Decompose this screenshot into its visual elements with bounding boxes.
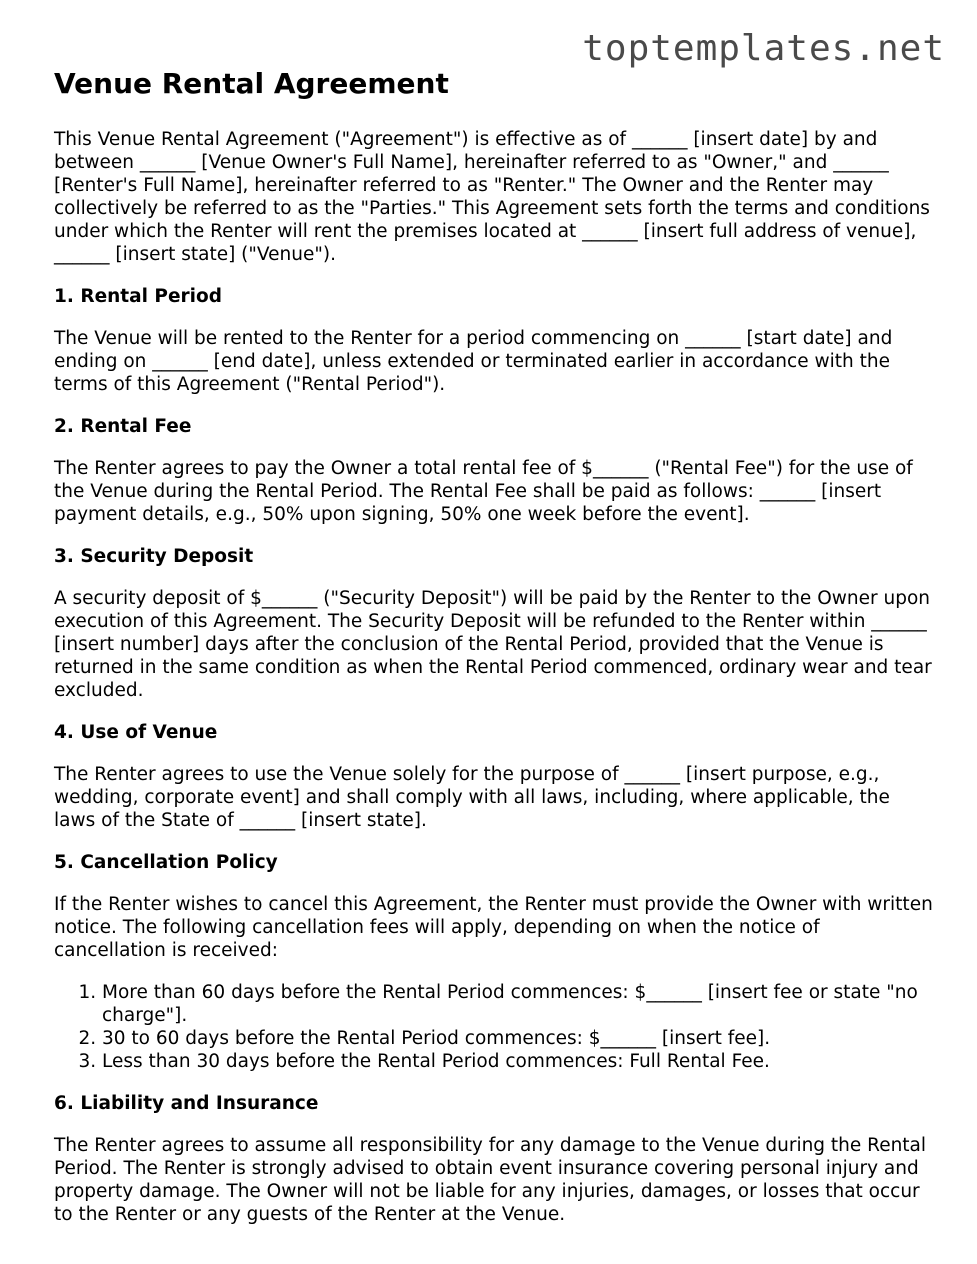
list-item: 2. 30 to 60 days before the Rental Period commences: $______ [insert fee]. — [102, 1027, 934, 1050]
site-watermark: toptemplates.net — [582, 28, 945, 69]
section-heading-cancellation-policy: 5. Cancellation Policy — [54, 852, 278, 873]
section-heading-rental-period: 1. Rental Period — [54, 286, 222, 307]
section-heading-rental-fee: 2. Rental Fee — [54, 416, 192, 437]
section-heading-liability-insurance: 6. Liability and Insurance — [54, 1093, 319, 1114]
document-title: Venue Rental Agreement — [54, 67, 449, 100]
section-heading-use-of-venue: 4. Use of Venue — [54, 722, 218, 743]
intro-paragraph: This Venue Rental Agreement ("Agreement") is effective as of ______ [insert date] by and between ______ [Venue Owner's Full Name], hereinafter referred to as "Owner," and ______ [Renter's Full Name], hereinafter referred to as "Renter." The Owner and the Renter may collectively be referred to as the "Parties." This Agreement sets forth the terms and conditions under which the Renter will rent the premises located at ______ [insert full address of venue], ______ [insert state] ("Venue"). — [54, 129, 930, 265]
section-body-rental-fee: The Renter agrees to pay the Owner a total rental fee of $______ ("Rental Fee") for the use of the Venue during the Rental Period. The Rental Fee shall be paid as follows: ______ [insert payment details, e.g., 50% upon signing, 50% one week before the event]. — [54, 458, 913, 525]
section-body-security-deposit: A security deposit of $______ ("Security Deposit") will be paid by the Renter to the Owner upon execution of this Agreement. The Security Deposit will be refunded to the Renter within ______ [insert number] days after the conclusion of the Rental Period, provided that the Venue is returned in the same condition as when the Rental Period commenced, ordinary wear and tear excluded. — [54, 588, 932, 701]
section-body-cancellation-policy: If the Renter wishes to cancel this Agreement, the Renter must provide the Owner with written notice. The following cancellation fees will apply, depending on when the notice of cancellation is received: — [54, 894, 933, 961]
cancellation-fee-list — [54, 981, 934, 1073]
section-body-use-of-venue: The Renter agrees to use the Venue solely for the purpose of ______ [insert purpose, e.g., wedding, corporate event] and shall comply with all laws, including, where applicable, the laws of the State of ______ [insert state]. — [54, 764, 890, 831]
document-body — [54, 66, 934, 1245]
list-item: 3. Less than 30 days before the Rental Period commences: Full Rental Fee. — [102, 1050, 934, 1073]
section-body-liability-insurance: The Renter agrees to assume all responsibility for any damage to the Venue during the Rental Period. The Renter is strongly advised to obtain event insurance covering personal injury and property damage. The Owner will not be liable for any injuries, damages, or losses that occur to the Renter or any guests of the Renter at the Venue. — [54, 1135, 927, 1225]
section-heading-security-deposit: 3. Security Deposit — [54, 546, 254, 567]
list-item: 1. More than 60 days before the Rental Period commences: $______ [insert fee or state "no charge"]. — [102, 981, 934, 1027]
section-body-rental-period: The Venue will be rented to the Renter for a period commencing on ______ [start date] and ending on ______ [end date], unless extended or terminated earlier in accordance with the terms of this Agreement ("Rental Period"). — [54, 328, 893, 395]
